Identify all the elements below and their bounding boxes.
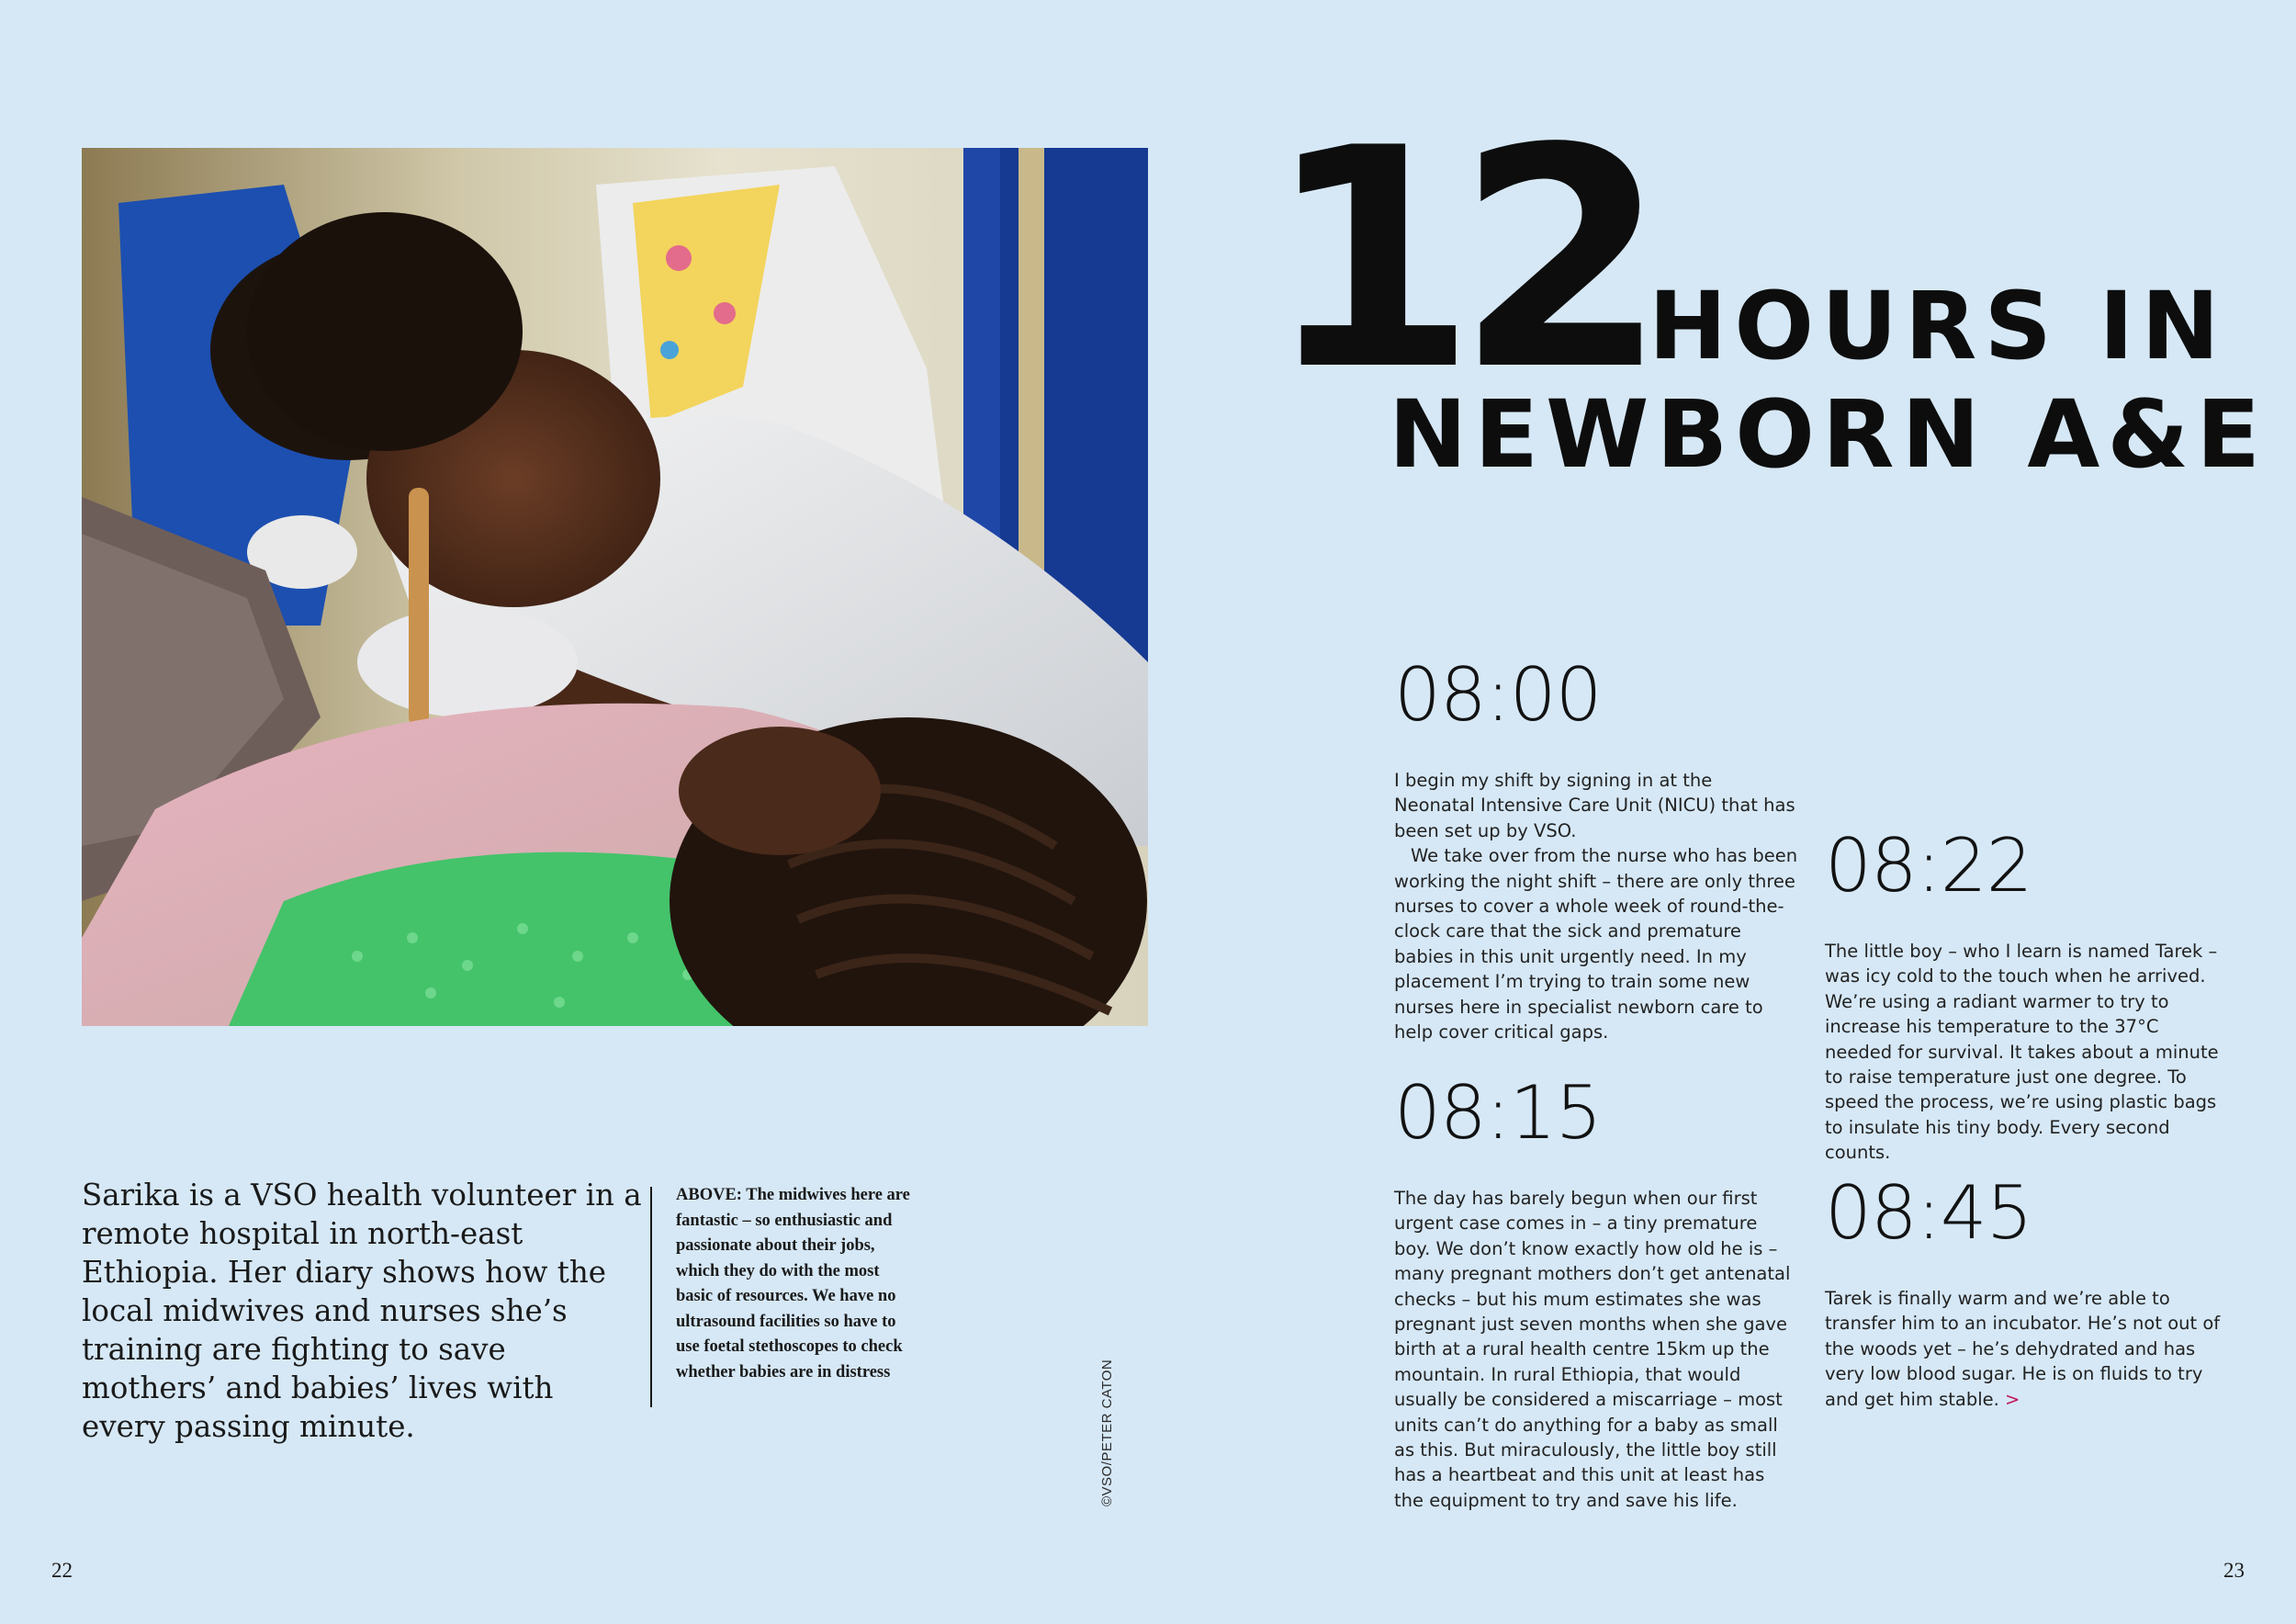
photo-caption — [676, 1183, 915, 1385]
entry-paragraph — [1825, 1286, 2229, 1412]
page-number-right: 23 — [2223, 1559, 2245, 1582]
entry-text — [1394, 768, 1798, 1044]
entry-paragraph: The little boy – who I learn is named Tarek – was icy cold to the touch when he arrived. We’re using a radiant warmer to try to increase his temperature to the 37°C needed for survival. It takes about a minute to raise temperature just one degree. To speed the process, we’re using plastic bags to insulate his tiny body. Every second counts. — [1825, 941, 2219, 1164]
headline-number: 12 — [1266, 84, 1648, 436]
caption-text: The midwives here are fantastic – so enthusiastic and passionate about their jobs, which they do with the most basic of resources. We have no ultrasound facilities so have to use foetal stethoscopes to check whether babies are in distress — [676, 1186, 910, 1382]
diary-entry-0822 — [1825, 825, 2229, 1166]
entry-paragraph: The day has barely begun when our first urgent case comes in – a tiny premature boy. We don’t know exactly how old he is – many pregnant mothers don’t get antenatal checks – but his mum estimates she was pregnant just seven months when she gave birth at a rural health centre 15km up the mountain. In rural Ethiopia, that would usually be considered a miscarriage – most units can’t do anything for a baby as small as this. But miraculously, the little boy still has a heartbeat and this unit at least has the equipment to try and save his life. — [1394, 1188, 1791, 1511]
entry-text — [1394, 1186, 1798, 1513]
page-number-left: 22 — [51, 1559, 73, 1582]
caption-lead: ABOVE: — [676, 1186, 742, 1204]
diary-entry-0800 — [1394, 654, 1798, 1044]
entry-text — [1825, 939, 2229, 1166]
hero-photo — [82, 148, 1148, 1026]
diary-entry-0815 — [1394, 1072, 1798, 1513]
caption-divider — [650, 1187, 652, 1407]
continue-arrow-icon: > — [2005, 1388, 2020, 1410]
diary-entry-0845 — [1825, 1172, 2229, 1412]
entry-paragraph-text: Tarek is finally warm and we’re able to transfer him to an incubator. He’s not out of the woods yet – he’s dehydrated and has very low blood sugar. He is on fluids to try and get him stable. — [1825, 1288, 2221, 1410]
entry-time: 08:22 — [1825, 823, 2032, 908]
photo-credit: ©VSO/PETER CATON — [1099, 1359, 1115, 1506]
entry-paragraph: I begin my shift by signing in at the Neonatal Intensive Care Unit (NICU) that has been set up by VSO. — [1394, 770, 1795, 841]
entry-time: 08:15 — [1394, 1070, 1602, 1156]
intro-paragraph: Sarika is a VSO health volunteer in a remote hospital in north-east Ethiopia. Her diary shows how the local midwives and nurses she’s training are fighting to save mothers’ and babies’ lives with every passing minute. — [82, 1178, 642, 1444]
headline-line-2: NEWBORN A&E — [1389, 380, 2268, 490]
photo-midwife-examining-patient-icon — [82, 148, 1148, 1026]
headline-line-1: HOURS IN — [1649, 272, 2227, 381]
entry-text — [1825, 1286, 2229, 1412]
entry-time: 08:00 — [1394, 652, 1602, 738]
entry-paragraph: We take over from the nurse who has been working the night shift – there are only three nurses to cover a whole week of round-the-clock care that the sick and premature babies in this unit urgently need. In my placement I’m trying to train some new nurses here in specialist newborn care to help cover critical gaps. — [1394, 845, 1798, 1043]
entry-time: 08:45 — [1825, 1170, 2032, 1256]
